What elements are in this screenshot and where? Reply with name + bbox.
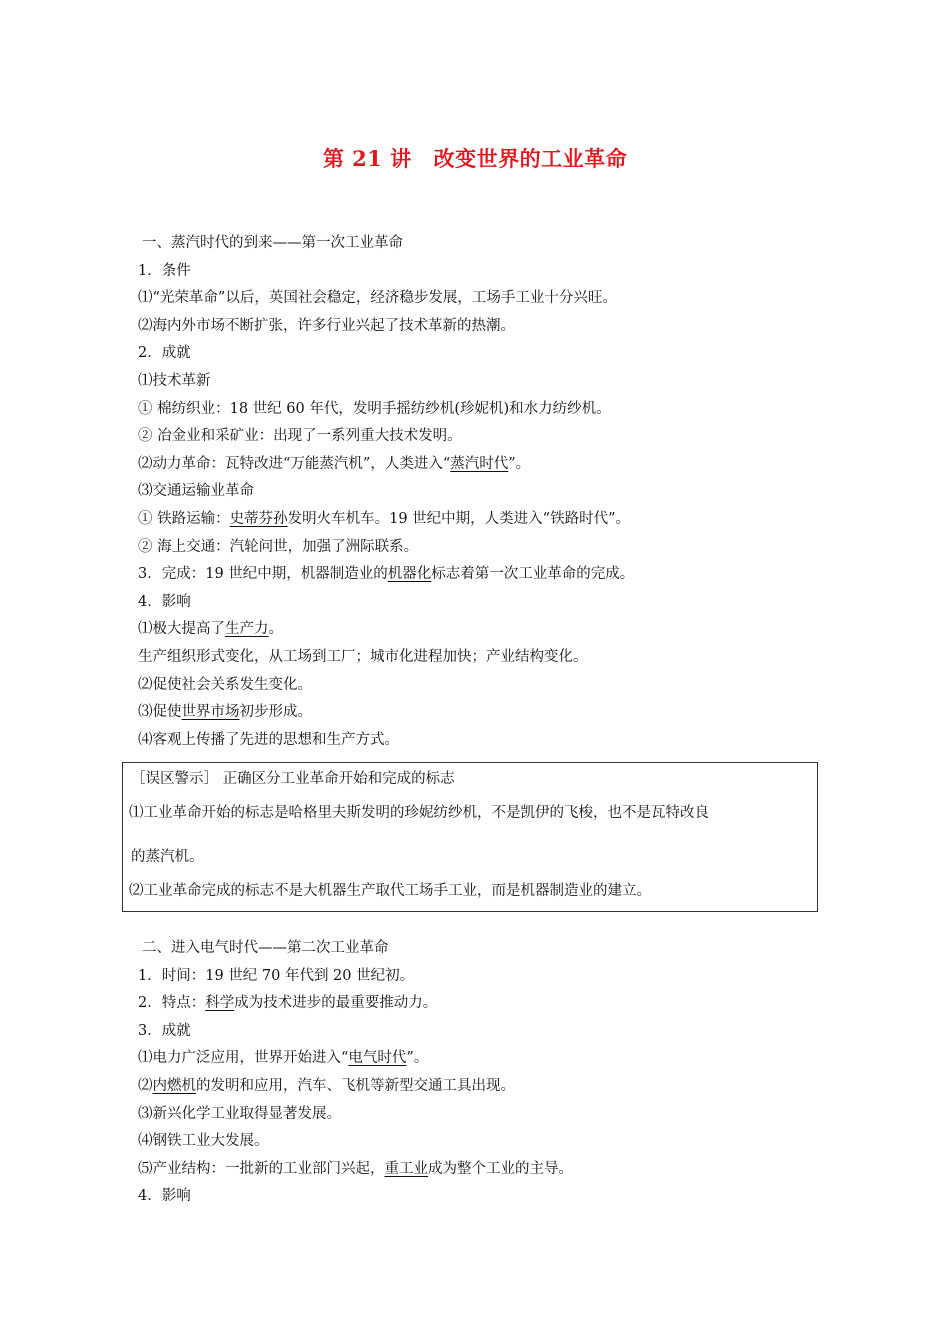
line-text: 2．成就 — [138, 345, 191, 362]
section-2-lines — [138, 963, 828, 1211]
line-text: 生产组织形式变化，从工场到工厂；城市化进程加快；产业结构变化。 — [138, 648, 588, 665]
line-text: ⑴极大提高了 — [138, 621, 225, 638]
line-text-after: 的发明和应用，汽车、飞机等新型交通工具出现。 — [196, 1077, 515, 1094]
section-2-heading: 二、进入电气时代——第二次工业革命 — [142, 940, 389, 956]
line-text: ① 铁路运输： — [138, 510, 230, 527]
lecture-title: 改变世界的工业革命 — [433, 146, 628, 171]
line-text: ⑵ — [138, 1077, 153, 1094]
key-term: 生产力 — [225, 621, 269, 638]
line-text-after: 发明火车机车。19 世纪中期，人类进入“铁路时代”。 — [287, 510, 630, 527]
line-text: ⑵海内外市场不断扩张，许多行业兴起了技术革新的热潮。 — [138, 317, 515, 334]
line-text: ② 海上交通：汽轮问世，加强了洲际联系。 — [138, 538, 419, 555]
lecture-number: 第 21 讲 — [322, 146, 412, 171]
key-term: 史蒂芬孙 — [229, 510, 288, 527]
text-line — [138, 1018, 828, 1046]
text-line — [138, 644, 828, 672]
text-line — [138, 396, 828, 424]
line-text: ⑷客观上传播了先进的思想和生产方式。 — [138, 731, 399, 748]
key-term: 内燃机 — [152, 1077, 196, 1094]
line-text: ⑶新兴化学工业取得显著发展。 — [138, 1105, 341, 1122]
line-text: 2．特点： — [138, 995, 206, 1012]
text-line — [138, 1128, 828, 1156]
line-text: 1．条件 — [138, 262, 191, 279]
text-line — [138, 990, 828, 1018]
text-line — [138, 1073, 828, 1101]
text-line — [138, 368, 828, 396]
text-line — [138, 672, 828, 700]
line-text: 3．成就 — [138, 1022, 191, 1039]
text-line — [138, 478, 828, 506]
warning-line-1-cont: 的蒸汽机。 — [131, 849, 204, 865]
text-line — [138, 451, 828, 479]
line-text: ⑴“光荣革命”以后，英国社会稳定，经济稳步发展，工场手工业十分兴旺。 — [138, 290, 617, 307]
text-line — [138, 1045, 828, 1073]
warning-line-2: ⑵工业革命完成的标志不是大机器生产取代工场手工业，而是机器制造业的建立。 — [129, 883, 651, 899]
line-text: ⑷钢铁工业大发展。 — [138, 1133, 269, 1150]
page-title — [0, 143, 950, 173]
line-text: ⑴技术革新 — [138, 372, 211, 389]
text-line — [138, 727, 828, 755]
line-text-after: 标志着第一次工业革命的完成。 — [431, 566, 635, 583]
line-text: ⑵动力革命：瓦特改进“万能蒸汽机”，人类进入“ — [138, 455, 451, 472]
line-text: ② 冶金业和采矿业：出现了一系列重大技术发明。 — [138, 428, 462, 445]
line-text: 4．影响 — [138, 1188, 191, 1205]
warning-box — [122, 762, 818, 912]
text-line — [138, 699, 828, 727]
text-line — [138, 285, 828, 313]
line-text: ⑴电力广泛应用，世界开始进入“ — [138, 1050, 349, 1067]
text-line — [138, 616, 828, 644]
text-line — [138, 1183, 828, 1211]
text-line — [138, 963, 828, 991]
key-term: 重工业 — [384, 1160, 428, 1177]
line-text: ① 棉纺织业：18 世纪 60 年代，发明手摇纺纱机(珍妮机)和水力纺纱机。 — [138, 400, 611, 417]
key-term: 电气时代 — [348, 1050, 407, 1067]
line-text: 3．完成：19 世纪中期，机器制造业的 — [138, 566, 388, 583]
line-text: ⑶促使 — [138, 704, 182, 721]
section-1 — [138, 230, 828, 754]
key-term: 科学 — [205, 995, 235, 1012]
line-text: ⑸产业结构：一批新的工业部门兴起， — [138, 1160, 385, 1177]
text-line — [138, 1156, 828, 1184]
section-1-lines — [138, 258, 828, 755]
line-text-after: 初步形成。 — [239, 704, 312, 721]
section-1-heading: 一、蒸汽时代的到来——第一次工业革命 — [142, 235, 403, 251]
text-line — [138, 340, 828, 368]
line-text-after: ”。 — [508, 455, 531, 472]
line-text: ⑵促使社会关系发生变化。 — [138, 676, 312, 693]
key-term: 机器化 — [387, 566, 432, 583]
warning-header: ［误区警示］ 正确区分工业革命开始和完成的标志 — [131, 771, 455, 787]
text-line — [138, 506, 828, 534]
warning-line-1: ⑴工业革命开始的标志是哈格里夫斯发明的珍妮纺纱机，不是凯伊的飞梭，也不是瓦特改良 — [129, 805, 709, 821]
line-text: 4．影响 — [138, 593, 191, 610]
key-term: 世界市场 — [181, 704, 240, 721]
text-line — [138, 561, 828, 589]
line-text-after: ”。 — [406, 1050, 429, 1067]
line-text: ⑶交通运输业革命 — [138, 483, 254, 500]
text-line — [138, 258, 828, 286]
key-term: 蒸汽时代 — [450, 455, 509, 472]
text-line — [138, 313, 828, 341]
line-text-after: 。 — [268, 621, 283, 638]
section-2 — [138, 935, 828, 1211]
text-line — [138, 423, 828, 451]
text-line — [138, 534, 828, 562]
line-text: 1．时间：19 世纪 70 年代到 20 世纪初。 — [138, 967, 415, 984]
text-line — [138, 1101, 828, 1129]
text-line — [138, 589, 828, 617]
line-text-after: 成为整个工业的主导。 — [428, 1160, 573, 1177]
line-text-after: 成为技术进步的最重要推动力。 — [234, 995, 438, 1012]
